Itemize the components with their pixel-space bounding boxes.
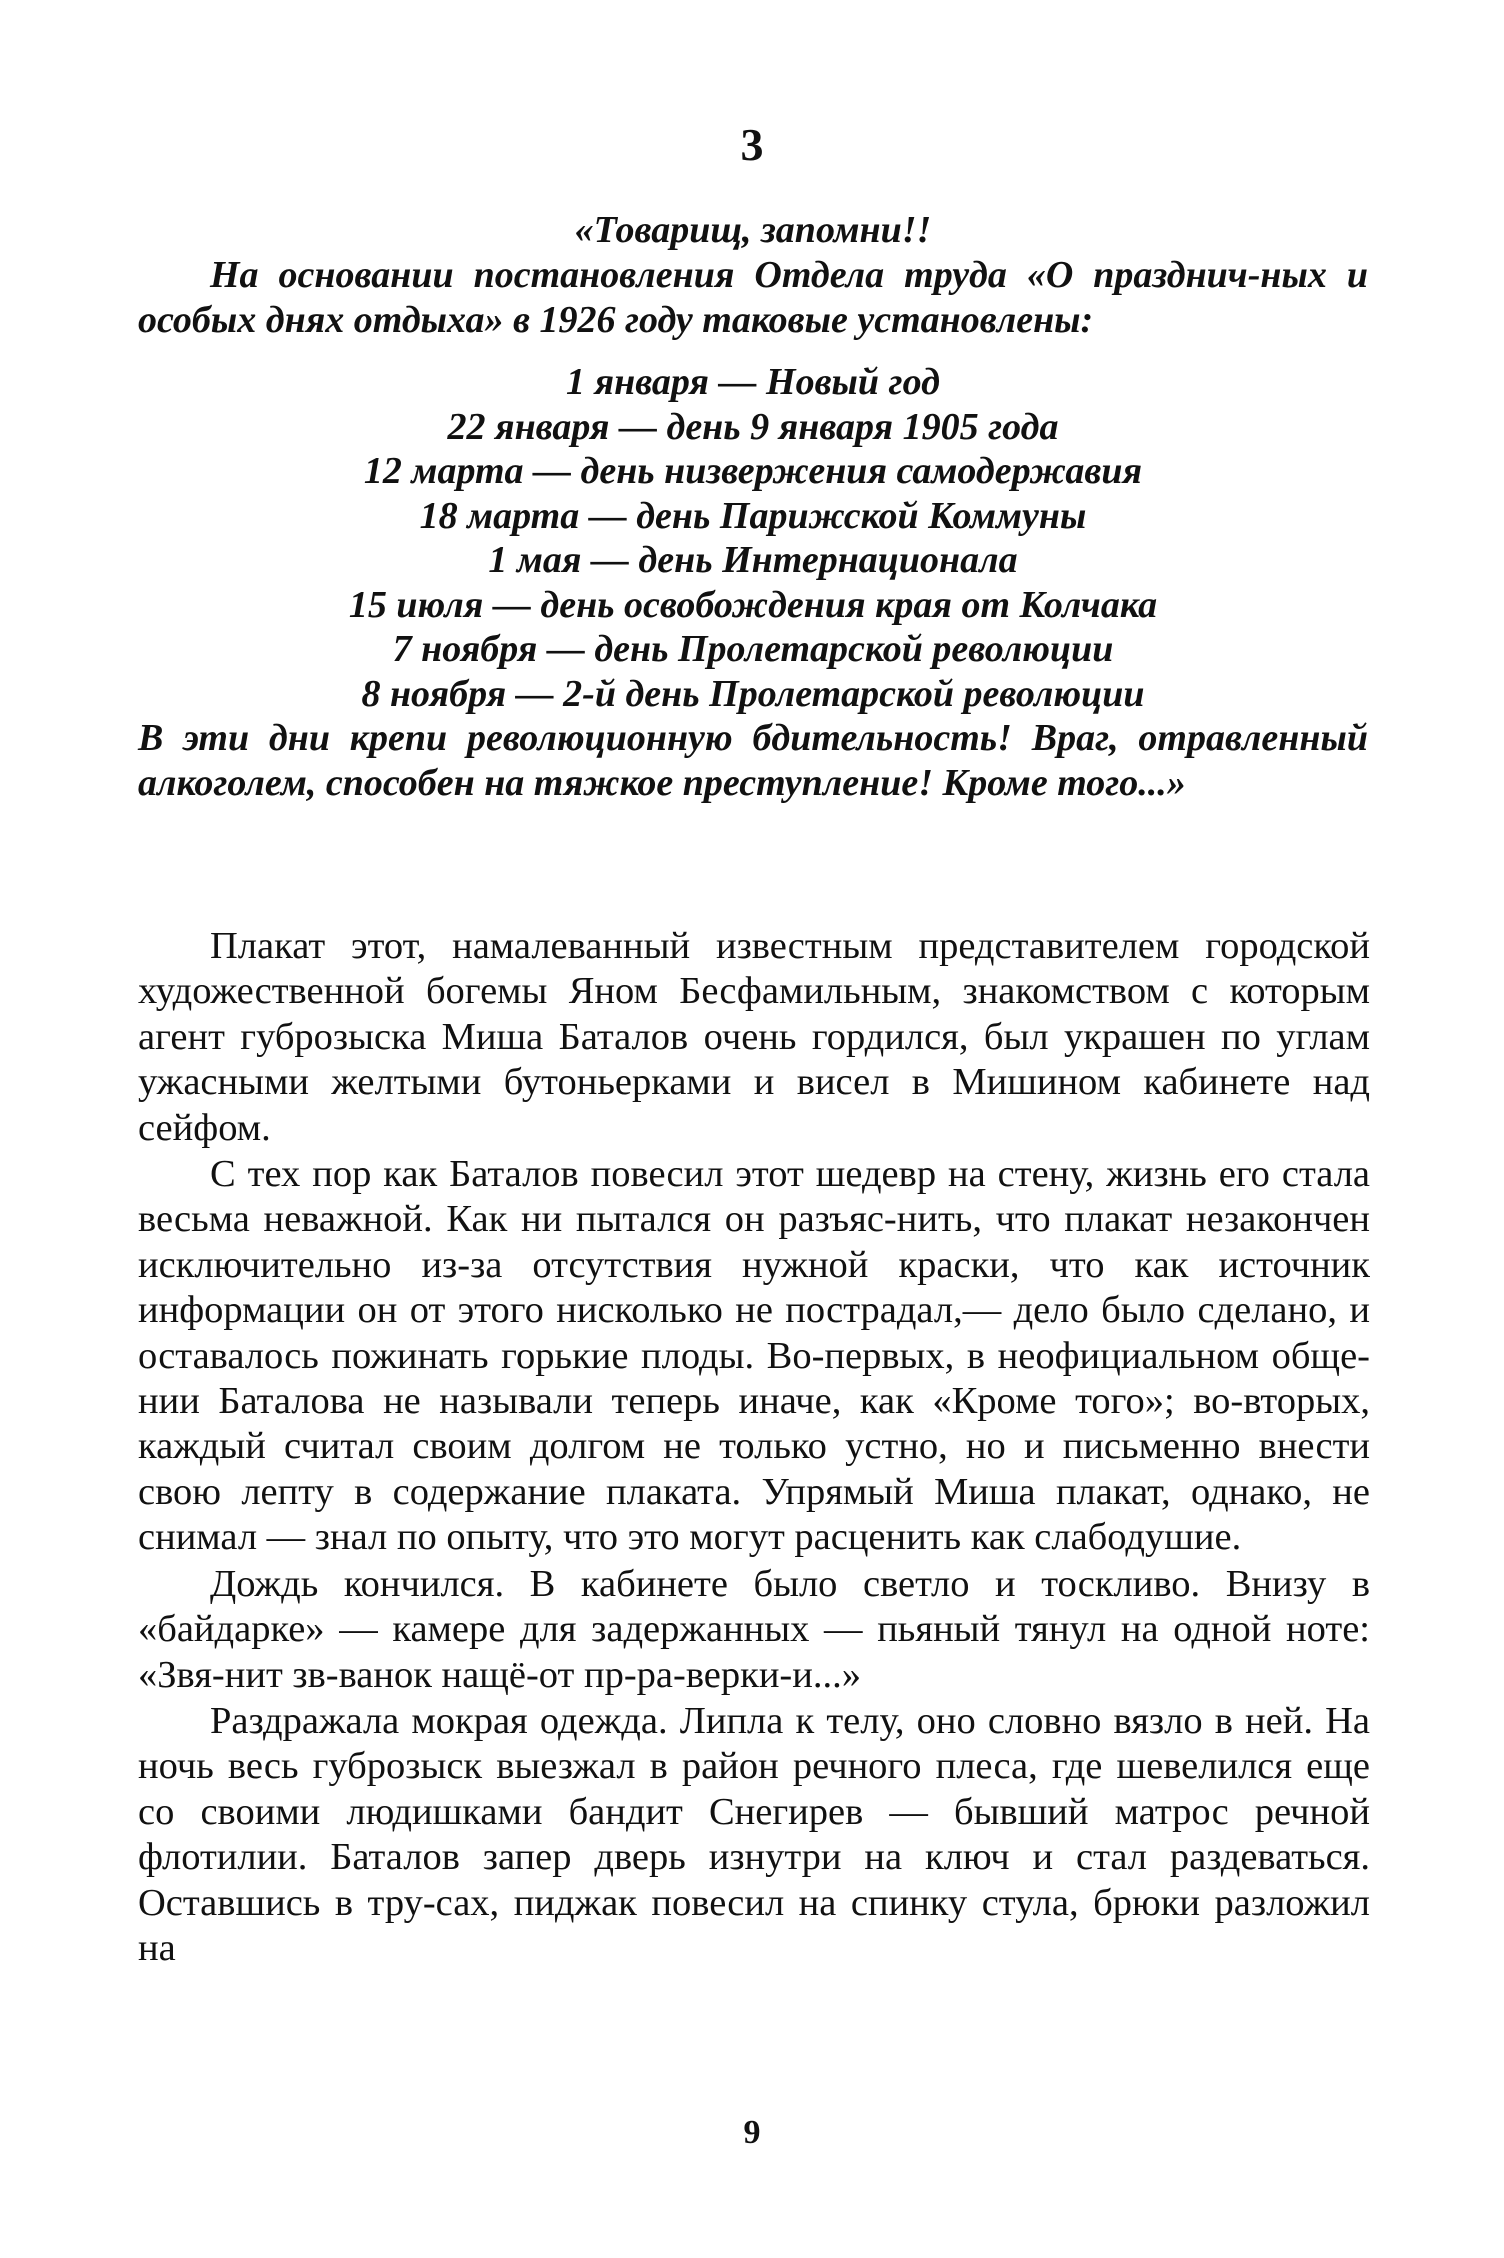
body-text xyxy=(138,924,1370,1971)
holiday-item: 18 марта — день Парижской Коммуны xyxy=(419,494,1087,537)
holiday-item: 12 марта — день низвержения самодержавия xyxy=(363,450,1143,492)
poster-text xyxy=(138,208,1368,806)
poster-appeal: В эти дни крепи революционную бдительность! Враг, отравленный алкоголем, способен на тяжкое преступление! Кроме того...» xyxy=(138,717,1368,804)
holiday-item: 1 января — Новый год xyxy=(566,361,940,403)
holiday-item: 7 ноября — день Пролетарской революции xyxy=(392,628,1114,670)
page-number: 9 xyxy=(743,2114,761,2151)
poster-heading: «Товарищ, запомни!! xyxy=(574,209,932,251)
holiday-item: 15 июля — день освобождения края от Колчака xyxy=(348,583,1158,626)
paragraph: Раздражала мокрая одежда. Липла к телу, оно словно вязло в ней. На ночь весь губрозыск выезжал в район речного плеса, где шевелился еще со своими людишками бандит Снегирев — бывший матрос речной флотилии. Баталов запер дверь изнутри на ключ и стал раздеваться. Оставшись в тру-сах, пиджак повесил на спинку стула, брюки разложил на xyxy=(138,1699,1370,1969)
holiday-item: 8 ноября — 2-й день Пролетарской революции xyxy=(361,672,1145,715)
holiday-list xyxy=(138,360,1368,716)
paragraph: Плакат этот, намалеванный известным представителем городской художественной богемы Яном Бесфамильным, знакомством с которым агент губрозыска Миша Баталов очень гордился, был украшен по углам ужасными желтыми бутоньерками и висел в Мишином кабинете над сейфом. xyxy=(138,925,1370,1149)
holiday-item: 1 мая — день Интернационала xyxy=(488,539,1018,581)
chapter-number: 3 xyxy=(740,119,764,170)
paragraph: С тех пор как Баталов повесил этот шедевр на стену, жизнь его стала весьма неважной. Как ни пытался он разъяс-нить, что плакат незакончен исключительно из-за отсутствия нужной краски, что как источник информации он от этого нисколько не пострадал,— дело было сделано, и оставалось пожинать горькие плоды. Во-первых, в неофициальном обще-нии Баталова не называли теперь иначе, как «Кроме того»; во-вторых, каждый считал своим долгом не только устно, но и письменно внести свою лепту в содержание плаката. Упрямый Миша плакат, однако, не снимал — знал по опыту, что это могут расценить как слабодушие. xyxy=(138,1153,1370,1559)
poster-intro: На основании постановления Отдела труда «О празднич-ных и особых днях отдыха» в 1926 году таковые установлены: xyxy=(138,254,1368,341)
holiday-item: 22 января — день 9 января 1905 года xyxy=(447,405,1059,448)
paragraph: Дождь кончился. В кабинете было светло и тоскливо. Внизу в «байдарке» — камере для задержанных — пьяный тянул на одной ноте: «Звя-нит зв-ванок нащё-от пр-ра-верки-и...» xyxy=(138,1562,1370,1696)
